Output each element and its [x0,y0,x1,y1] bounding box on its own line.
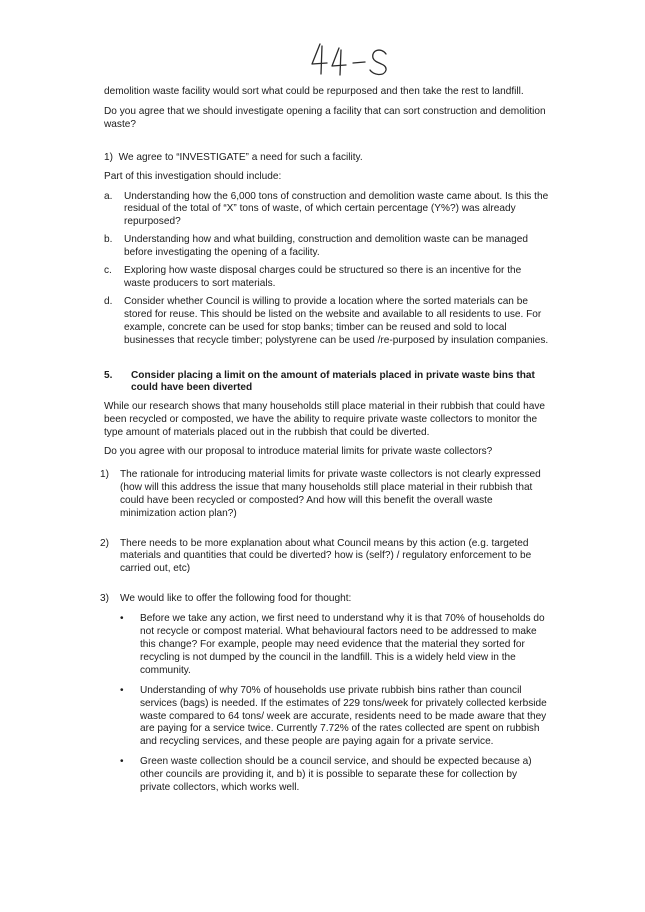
response-list [100,468,550,795]
list-marker: 3) [100,593,109,605]
list-item-text: We would like to offer the following food for thought: [120,593,352,605]
handwritten-page-number-drawing [309,38,399,78]
bullet-text: Understanding of why 70% of households use private rubbish bins rather than council services (bags) is needed. If the estimates of 229 tons/week for privately collected kerbside waste compared to 64 tons/ week are accurate, residents need to be made aware that they are paying for a service twice. Currently 7.72% of the rates collected are spent on rubbish and recycling services, and these people are paying again for a private service. [140,684,547,748]
continued-paragraph: demolition waste facility would sort what could be repurposed and then take the rest to landfill. [104,86,524,97]
list-item [104,234,550,260]
list-item-text: There needs to be more explanation about what Council means by this action (e.g. targeted materials and quantities that could be diverted? how is (self?) / regulatory enforcement to be carried out, etc) [120,537,532,575]
section-number: 5. [104,369,113,381]
list-marker: b. [104,234,113,246]
section-heading [104,370,550,396]
facility-answer [104,152,550,165]
investigation-intro: Part of this investigation should include: [104,170,282,182]
list-item [100,468,550,521]
section-intro: While our research shows that many households still place material in their rubbish that could have been recycled or composted, we have the ability to require private waste collectors to monitor the type amount of materials placed out in the rubbish that could be diverted. [104,401,545,439]
bullet-item [120,685,550,750]
bullet-item [120,756,550,795]
list-item-text: Consider whether Council is willing to provide a location where the sorted materials can be stored for reuse. This should be listed on the website and available to all residents to use. For example, concrete can be used for stop banks; timber can be reused and sold to local businesses that recycle timber; polystyrene can be used /re-purposed by insulation companies. [124,295,549,346]
bullet-list [120,613,550,795]
list-marker: d. [104,295,113,307]
list-item [104,296,550,348]
list-item-text: Understanding how the 6,000 tons of construction and demolition waste came about. Is this the residual of the total of “X” tons of waste, of which certain percentage (Y%?) was already repurposed? [124,190,549,228]
list-marker: 1) [100,468,109,480]
bullet-item [120,613,550,678]
list-item-text: Understanding how and what building, construction and demolition waste can be managed before investigating the opening of a facility. [124,234,529,259]
document-body [100,86,550,802]
bullet-marker: • [120,756,124,768]
list-item [104,191,550,230]
investigation-list [104,191,550,348]
section-title: Consider placing a limit on the amount of materials placed in private waste bins that could have been diverted [131,369,535,394]
bullet-text: Green waste collection should be a council service, and should be expected because a) other councils are providing it, and b) it is possible to separate these for collection by private collectors, which works well. [140,756,532,794]
facility-question: Do you agree that we should investigate opening a facility that can sort construction and demolition waste? [104,105,546,130]
list-item [100,593,550,795]
bullet-marker: • [120,684,124,696]
facility-answer-text: We agree to “INVESTIGATE” a need for such a facility. [118,151,363,163]
proposal-question: Do you agree with our proposal to introduce material limits for private waste collectors? [104,446,493,458]
list-item [104,265,550,291]
list-item-text: Exploring how waste disposal charges could be structured so there is an incentive for the waste producers to sort materials. [124,265,522,289]
list-marker: c. [104,265,112,277]
list-item [100,537,550,577]
facility-answer-number: 1) [104,151,113,163]
bullet-marker: • [120,613,124,625]
bullet-text: Before we take any action, we first need to understand why it is that 70% of households do not recycle or compost material. What behavioural factors need to be addressed to make this change? For example, people may need evidence that the material they sorted for recycling is not dumped by the council in the landfill. This is a widely held view in the community. [140,613,545,676]
list-item-text: The rationale for introducing material limits for private waste collectors is not clearly expressed (how will this address the issue that many households still place material in their rubbish that could have been recycled or composted? And how will this benefit the overall waste minimization action plan?) [120,468,541,519]
list-marker: a. [104,190,113,202]
list-marker: 2) [100,537,109,549]
handwritten-page-number [309,38,399,78]
